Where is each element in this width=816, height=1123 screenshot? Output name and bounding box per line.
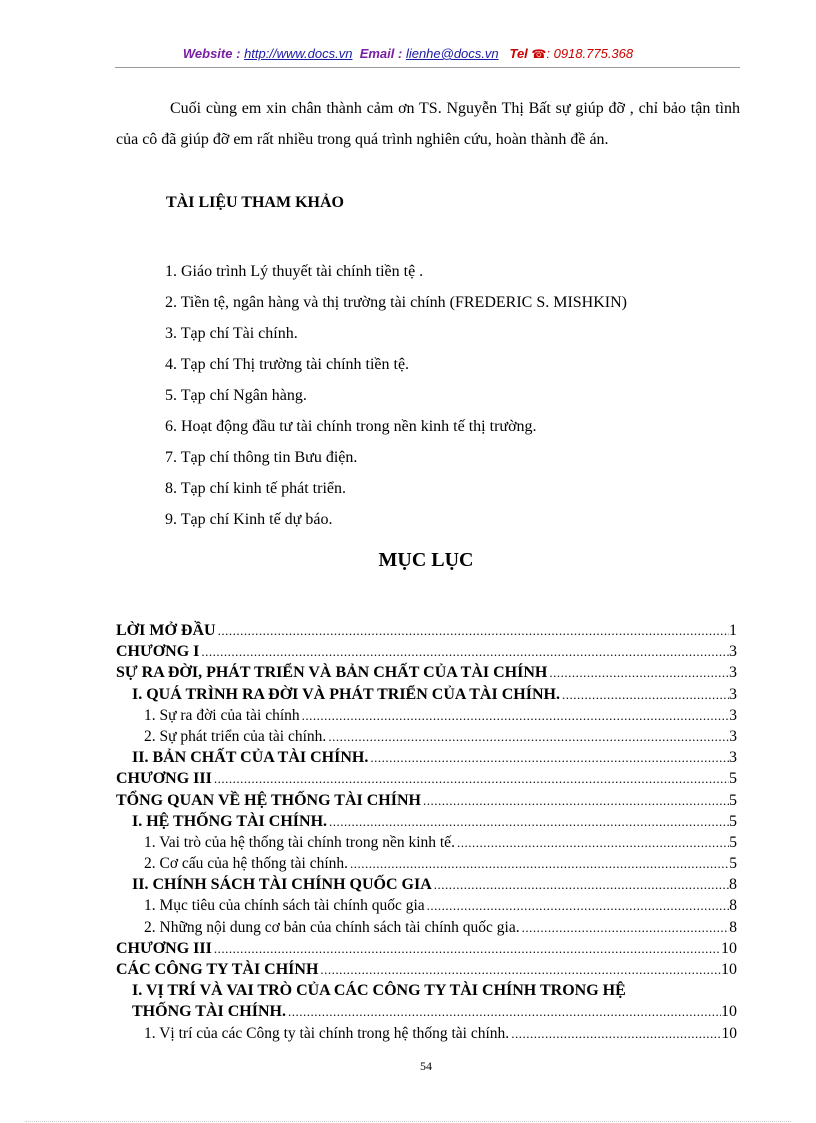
page-number: 54 [420, 1059, 432, 1073]
reference-item: 4. Tạp chí Thị trường tài chính tiền tệ. [165, 356, 410, 373]
table-of-contents [116, 620, 737, 1044]
toc-entry[interactable]: 2. Sự phát triển của tài chính. ..... 3 [116, 726, 737, 747]
toc-entry[interactable]: 2. Cơ cấu của hệ thống tài chính. ..... 5 [116, 853, 737, 874]
reference-item: 6. Hoạt động đầu tư tài chính trong nền kinh tế thị trường. [165, 418, 537, 435]
toc-entry[interactable]: CHƯƠNG I ..... 3 [116, 641, 737, 662]
reference-item: 9. Tạp chí Kinh tế dự báo. [165, 511, 333, 528]
toc-entry[interactable]: THỐNG TÀI CHÍNH. ..... 10 [116, 1001, 737, 1022]
toc-entry[interactable]: 1. Mục tiêu của chính sách tài chính quốc gia ..... 8 [116, 895, 737, 916]
toc-entry[interactable]: CHƯƠNG III ..... 5 [116, 768, 737, 789]
reference-item: 3. Tạp chí Tài chính. [165, 325, 298, 342]
email-label: Email : [359, 46, 403, 61]
reference-item: 5. Tạp chí Ngân hàng. [165, 387, 307, 404]
toc-entry[interactable]: SỰ RA ĐỜI, PHÁT TRIỂN VÀ BẢN CHẤT CỦA TÀI CHÍNH ..... 3 [116, 662, 737, 683]
header-divider [115, 67, 740, 68]
toc-entry[interactable]: CÁC CÔNG TY TÀI CHÍNH ..... 10 [116, 959, 737, 980]
reference-item: 8. Tạp chí kinh tế phát triển. [165, 480, 346, 497]
toc-entry[interactable]: 1. Sự ra đời của tài chính ..... 3 [116, 705, 737, 726]
toc-title: MỤC LỤC [378, 549, 474, 571]
toc-entry[interactable]: II. BẢN CHẤT CỦA TÀI CHÍNH. ..... 3 [116, 747, 737, 768]
reference-item: 7. Tạp chí thông tin Bưu điện. [165, 449, 358, 466]
references-list [165, 256, 627, 535]
website-link[interactable]: http://www.docs.vn [244, 46, 353, 61]
toc-entry[interactable]: LỜI MỞ ĐẦU ..... 1 [116, 620, 737, 641]
toc-entry[interactable]: TỔNG QUAN VỀ HỆ THỐNG TÀI CHÍNH ..... 5 [116, 790, 737, 811]
toc-entry[interactable]: I. QUÁ TRÌNH RA ĐỜI VÀ PHÁT TRIỂN CỦA TÀI CHÍNH. ..... 3 [116, 684, 737, 705]
toc-entry[interactable]: II. CHÍNH SÁCH TÀI CHÍNH QUỐC GIA ..... 8 [116, 874, 737, 895]
acknowledgement-text: Cuối cùng em xin chân thành cảm ơn TS. Nguyễn Thị Bất sự giúp đỡ , chỉ bảo tận tình của cô đã giúp đỡ em rất nhiều trong quá trình nghiên cứu, hoàn thành đề án. [116, 100, 740, 148]
reference-item: 1. Giáo trình Lý thuyết tài chính tiền tệ . [165, 263, 424, 280]
toc-entry[interactable]: I. HỆ THỐNG TÀI CHÍNH. ..... 5 [116, 811, 737, 832]
tel-number: : 0918.775.368 [546, 46, 634, 61]
acknowledgement-paragraph [116, 93, 740, 155]
references-title: TÀI LIỆU THAM KHẢO [166, 194, 344, 211]
phone-icon: ☎ [531, 47, 547, 61]
toc-entry[interactable]: CHƯƠNG III ..... 10 [116, 938, 737, 959]
page-header [0, 46, 816, 61]
tel-label: Tel [509, 46, 528, 61]
toc-entry[interactable]: 1. Vị trí của các Công ty tài chính trong hệ thống tài chính. ..... 10 [116, 1023, 737, 1044]
footer-divider [25, 1121, 791, 1122]
toc-entry[interactable]: I. VỊ TRÍ VÀ VAI TRÒ CỦA CÁC CÔNG TY TÀI CHÍNH TRONG HỆ [132, 982, 626, 1000]
website-label: Website : [182, 46, 241, 61]
toc-entry[interactable]: 2. Những nội dung cơ bản của chính sách tài chính quốc gia. ..... 8 [116, 917, 737, 938]
toc-entry[interactable]: 1. Vai trò của hệ thống tài chính trong nền kinh tế. ..... 5 [116, 832, 737, 853]
reference-item: 2. Tiền tệ, ngân hàng và thị trường tài chính (FREDERIC S. MISHKIN) [165, 294, 627, 311]
email-link[interactable]: lienhe@docs.vn [405, 46, 499, 61]
